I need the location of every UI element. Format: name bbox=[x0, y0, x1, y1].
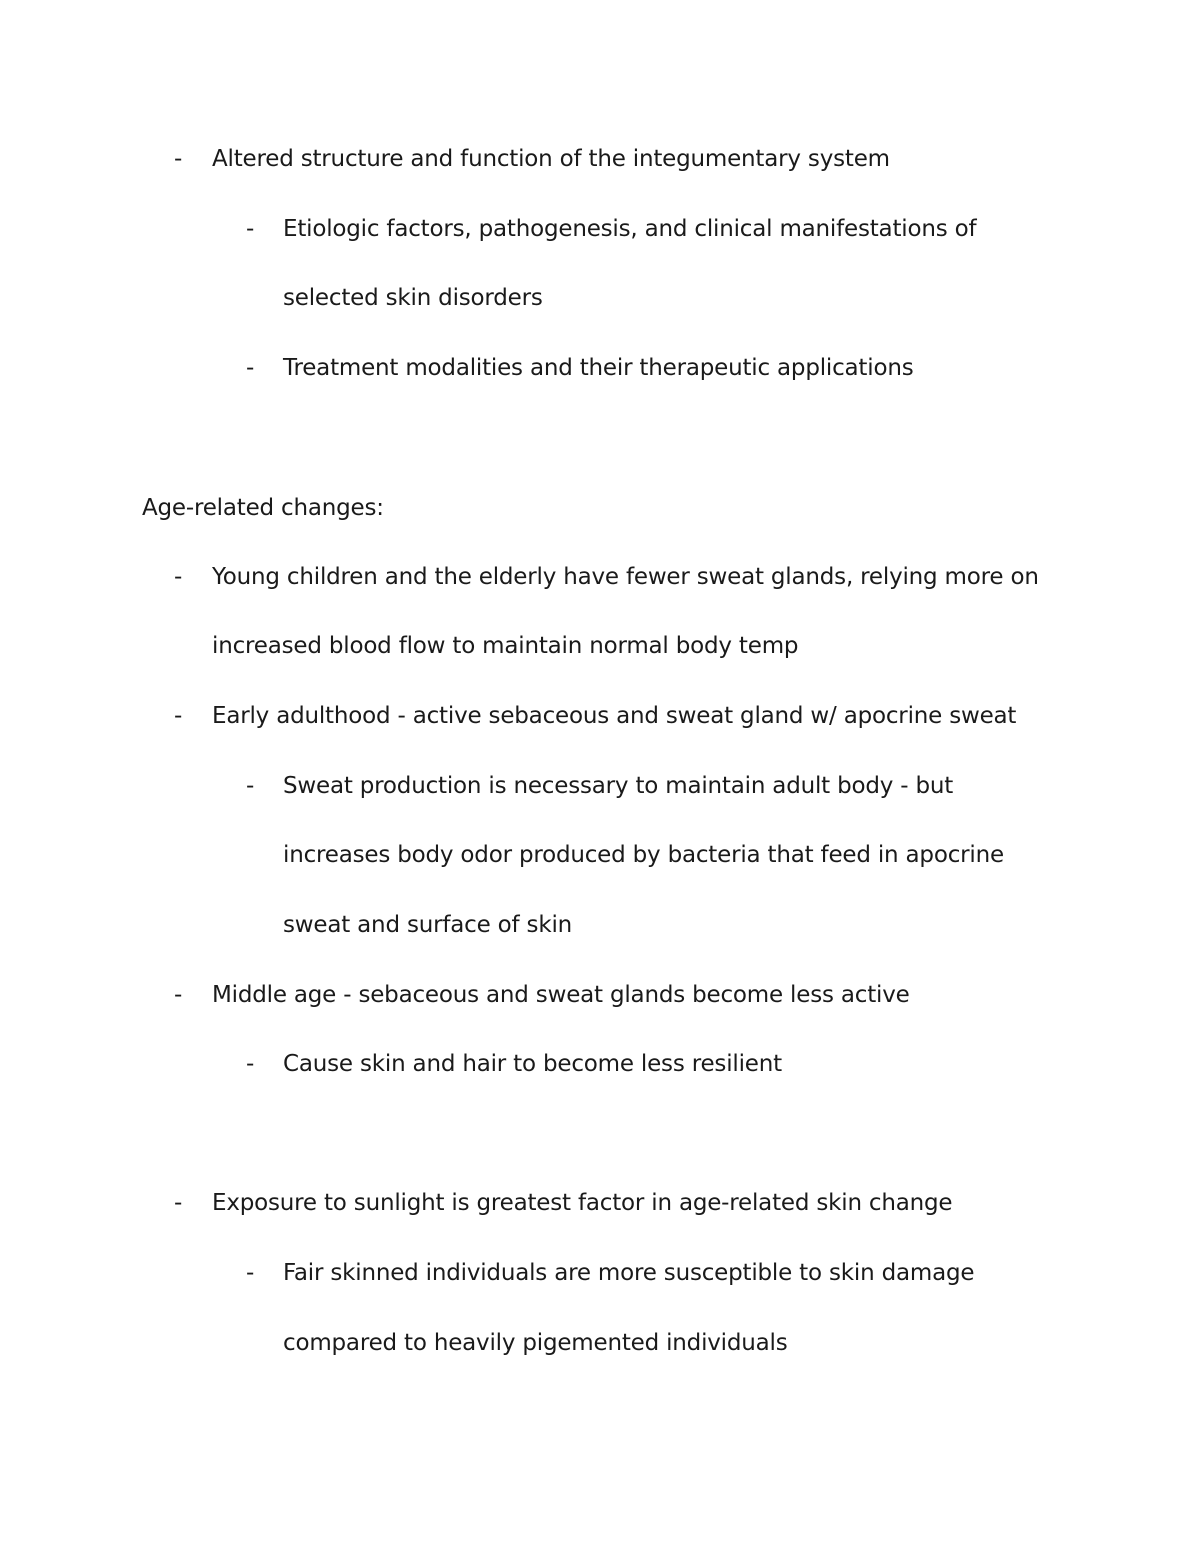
sub-list-item-text-continued: increases body odor produced by bacteria that feed in apocrine bbox=[283, 842, 1004, 868]
list-item-text: Young children and the elderly have fewer sweat glands, relying more on bbox=[212, 564, 1039, 590]
section-heading: Age-related changes: bbox=[142, 495, 384, 521]
list-item-text: Middle age - sebaceous and sweat glands become less active bbox=[212, 982, 910, 1008]
sub-list-item-text-continued: compared to heavily pigemented individuals bbox=[283, 1330, 788, 1356]
sub-list-item-text: Cause skin and hair to become less resilient bbox=[283, 1051, 782, 1077]
list-item-text: Early adulthood - active sebaceous and sweat gland w/ apocrine sweat bbox=[212, 703, 1017, 729]
list-item-text: Exposure to sunlight is greatest factor in age-related skin change bbox=[212, 1190, 953, 1216]
sub-bullet-dash: - bbox=[246, 1051, 255, 1077]
sub-bullet-dash: - bbox=[246, 216, 255, 242]
sub-list-item-text: Treatment modalities and their therapeutic applications bbox=[283, 355, 914, 381]
bullet-dash: - bbox=[174, 703, 183, 729]
bullet-dash: - bbox=[174, 564, 183, 590]
sub-bullet-dash: - bbox=[246, 773, 255, 799]
bullet-dash: - bbox=[174, 1190, 183, 1216]
list-item-text: Altered structure and function of the integumentary system bbox=[212, 146, 890, 172]
sub-bullet-dash: - bbox=[246, 1260, 255, 1286]
sub-list-item-text-continued: sweat and surface of skin bbox=[283, 912, 573, 938]
sub-list-item-text: Sweat production is necessary to maintain adult body - but bbox=[283, 773, 954, 799]
list-item-text-continued: increased blood flow to maintain normal body temp bbox=[212, 633, 799, 659]
bullet-dash: - bbox=[174, 146, 183, 172]
sub-bullet-dash: - bbox=[246, 355, 255, 381]
sub-list-item-text: Etiologic factors, pathogenesis, and clinical manifestations of bbox=[283, 216, 977, 242]
bullet-dash: - bbox=[174, 982, 183, 1008]
sub-list-item-text: Fair skinned individuals are more susceptible to skin damage bbox=[283, 1260, 975, 1286]
sub-list-item-text-continued: selected skin disorders bbox=[283, 285, 543, 311]
